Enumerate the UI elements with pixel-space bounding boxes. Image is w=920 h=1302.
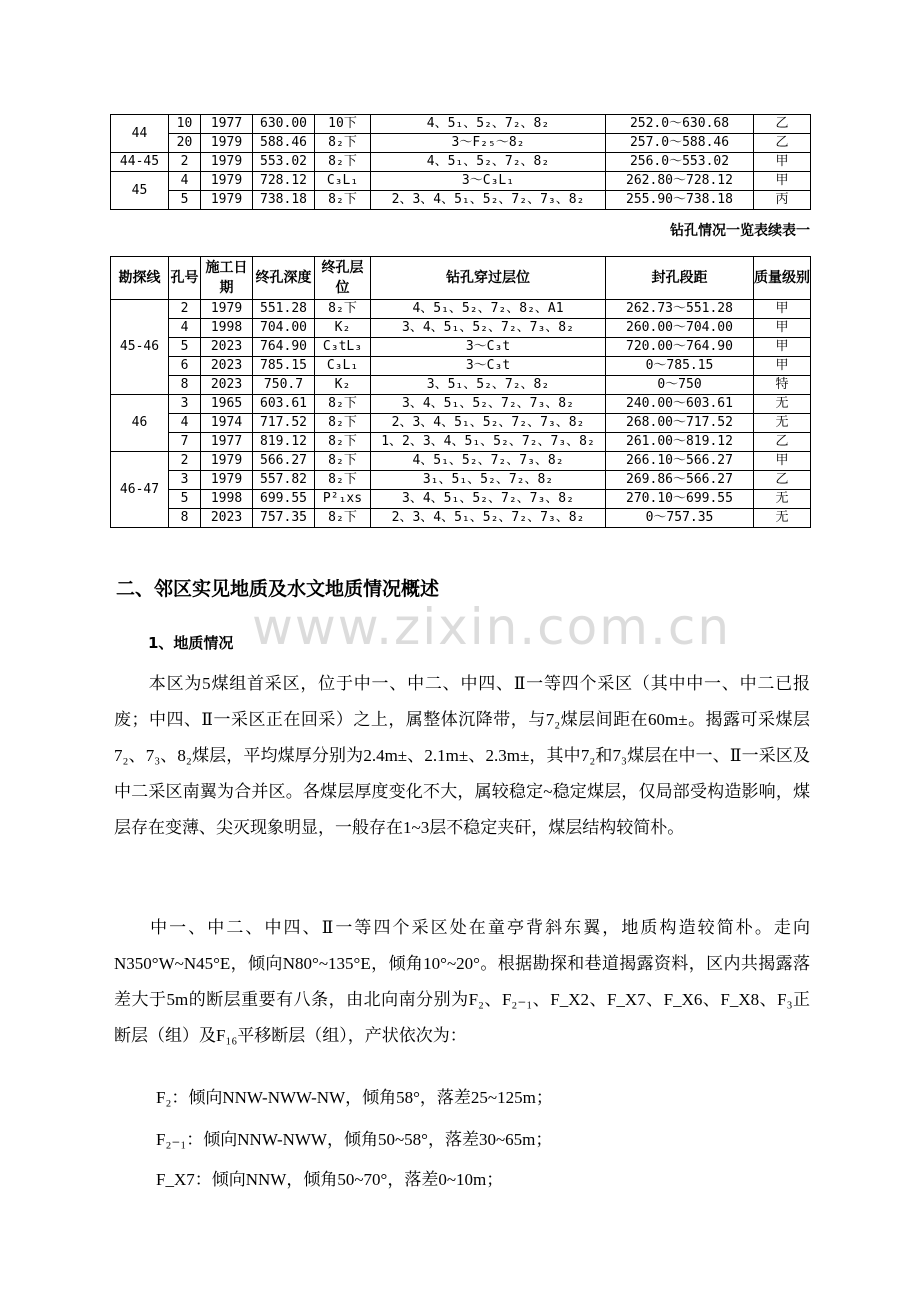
survey-line-cell: 44-45 — [111, 153, 169, 172]
layer-cell: P²₁xs — [315, 490, 371, 509]
drill-table-part1 — [110, 114, 811, 210]
header-seal: 封孔段距 — [606, 257, 754, 300]
date-cell: 2023 — [201, 376, 253, 395]
layer-cell: 8₂下 — [315, 509, 371, 528]
depth-cell: 551.28 — [253, 300, 315, 319]
paragraph-text: 中一、中二、中四、Ⅱ一等四个采区处在童亭背斜东翼，地质构造较简朴。走向N350°W~N45°E，倾向N80°~135°E，倾角10°~20°。根据勘探和巷道揭露资料，区内共揭露落差大于5m的断层重要有八条，由北向南分别为F₂、F₂₋₁、F_X2、F_X7、F_X6、F_X8、F₃正断层（组）及F₁₆平移断层（组），产状依次为： — [114, 918, 810, 1045]
through-cell: 2、3、4、5₁、5₂、7₂、7₃、8₂ — [371, 509, 606, 528]
table-row — [111, 357, 811, 376]
hole-cell: 20 — [169, 134, 201, 153]
grade-cell: 甲 — [754, 357, 811, 376]
through-cell: 3、4、5₁、5₂、7₂、7₃、8₂ — [371, 490, 606, 509]
through-cell: 3、5₁、5₂、7₂、8₂ — [371, 376, 606, 395]
table-row — [111, 509, 811, 528]
table-row — [111, 191, 811, 210]
depth-cell: 699.55 — [253, 490, 315, 509]
hole-cell: 3 — [169, 471, 201, 490]
table-row — [111, 376, 811, 395]
date-cell: 2023 — [201, 338, 253, 357]
depth-cell: 738.18 — [253, 191, 315, 210]
seal-cell: 262.73～551.28 — [606, 300, 754, 319]
grade-cell: 甲 — [754, 172, 811, 191]
through-cell: 3～C₃L₁ — [371, 172, 606, 191]
hole-cell: 4 — [169, 414, 201, 433]
table-row — [111, 300, 811, 319]
table-row — [111, 319, 811, 338]
hole-cell: 2 — [169, 452, 201, 471]
date-cell: 1965 — [201, 395, 253, 414]
depth-cell: 717.52 — [253, 414, 315, 433]
table-row — [111, 395, 811, 414]
drill-table-part2 — [110, 256, 811, 528]
seal-cell: 261.00～819.12 — [606, 433, 754, 452]
seal-cell: 260.00～704.00 — [606, 319, 754, 338]
grade-cell: 甲 — [754, 153, 811, 172]
watermark: www.zixin.com.cn — [252, 598, 732, 656]
seal-cell: 255.90～738.18 — [606, 191, 754, 210]
depth-cell: 750.7 — [253, 376, 315, 395]
through-cell: 3～C₃t — [371, 338, 606, 357]
date-cell: 1979 — [201, 452, 253, 471]
layer-cell: 8₂下 — [315, 134, 371, 153]
paragraph-geology-2 — [114, 910, 810, 1054]
header-survey-line: 勘探线 — [111, 257, 169, 300]
date-cell: 1979 — [201, 300, 253, 319]
through-cell: 4、5₁、5₂、7₂、8₂ — [371, 115, 606, 134]
table-row — [111, 153, 811, 172]
hole-cell: 4 — [169, 319, 201, 338]
depth-cell: 588.46 — [253, 134, 315, 153]
date-cell: 1979 — [201, 134, 253, 153]
date-cell: 1998 — [201, 319, 253, 338]
layer-cell: 8₂下 — [315, 414, 371, 433]
layer-cell: K₂ — [315, 376, 371, 395]
table-row — [111, 471, 811, 490]
layer-cell: 8₂下 — [315, 433, 371, 452]
date-cell: 2023 — [201, 509, 253, 528]
fault-item: F_X7：倾向NNW，倾角50~70°，落差0~10m； — [156, 1170, 504, 1189]
depth-cell: 785.15 — [253, 357, 315, 376]
survey-line-cell: 46 — [111, 395, 169, 452]
through-cell: 2、3、4、5₁、5₂、7₂、7₃、8₂ — [371, 191, 606, 210]
table-caption: 钻孔情况一览表续表一 — [670, 223, 810, 239]
depth-cell: 553.02 — [253, 153, 315, 172]
seal-cell: 270.10～699.55 — [606, 490, 754, 509]
date-cell: 1998 — [201, 490, 253, 509]
section-heading: 二、邻区实见地质及水文地质情况概述 — [116, 578, 440, 600]
layer-cell: 8₂下 — [315, 300, 371, 319]
seal-cell: 256.0～553.02 — [606, 153, 754, 172]
hole-cell: 5 — [169, 191, 201, 210]
grade-cell: 甲 — [754, 338, 811, 357]
hole-cell: 3 — [169, 395, 201, 414]
grade-cell: 无 — [754, 395, 811, 414]
seal-cell: 720.00～764.90 — [606, 338, 754, 357]
survey-line-cell: 46-47 — [111, 452, 169, 528]
table-row — [111, 414, 811, 433]
grade-cell: 乙 — [754, 471, 811, 490]
date-cell: 1979 — [201, 191, 253, 210]
layer-cell: C₃tL₃ — [315, 338, 371, 357]
depth-cell: 757.35 — [253, 509, 315, 528]
seal-cell: 0～757.35 — [606, 509, 754, 528]
hole-cell: 8 — [169, 376, 201, 395]
depth-cell: 764.90 — [253, 338, 315, 357]
header-grade: 质量级别 — [754, 257, 811, 300]
depth-cell: 603.61 — [253, 395, 315, 414]
date-cell: 1979 — [201, 471, 253, 490]
grade-cell: 无 — [754, 414, 811, 433]
seal-cell: 257.0～588.46 — [606, 134, 754, 153]
grade-cell: 特 — [754, 376, 811, 395]
grade-cell: 甲 — [754, 452, 811, 471]
survey-line-cell: 45 — [111, 172, 169, 210]
table-row — [111, 338, 811, 357]
hole-cell: 10 — [169, 115, 201, 134]
table-row — [111, 134, 811, 153]
table-row — [111, 115, 811, 134]
paragraph-text: 本区为5煤组首采区，位于中一、中二、中四、Ⅱ一等四个采区（其中中一、中二已报废；中四、Ⅱ一采区正在回采）之上，属整体沉降带，与7₂煤层间距在60m±。揭露可采煤层7₂、7₃、8₂煤层，平均煤厚分别为2.4m±、2.1m±、2.3m±，其中7₂和7₃煤层在中一、Ⅱ一采区及中二采区南翼为合并区。各煤层厚度变化不大，属较稳定~稳定煤层，仅局部受构造影响，煤层存在变薄、尖灭现象明显，一般存在1~3层不稳定夹矸，煤层结构较简朴。 — [114, 674, 810, 837]
depth-cell: 557.82 — [253, 471, 315, 490]
layer-cell: 10下 — [315, 115, 371, 134]
through-cell: 4、5₁、5₂、7₂、8₂、A1 — [371, 300, 606, 319]
hole-cell: 4 — [169, 172, 201, 191]
fault-item: F₂：倾向NNW-NWW-NW，倾角58°，落差25~125m； — [156, 1088, 553, 1107]
grade-cell: 甲 — [754, 319, 811, 338]
depth-cell: 566.27 — [253, 452, 315, 471]
seal-cell: 0～750 — [606, 376, 754, 395]
header-date: 施工日期 — [201, 257, 253, 300]
table-row — [111, 172, 811, 191]
date-cell: 1977 — [201, 433, 253, 452]
through-cell: 3、4、5₁、5₂、7₂、7₃、8₂ — [371, 319, 606, 338]
date-cell: 1979 — [201, 153, 253, 172]
seal-cell: 266.10～566.27 — [606, 452, 754, 471]
through-cell: 3～F₂₅～8₂ — [371, 134, 606, 153]
hole-cell: 2 — [169, 300, 201, 319]
layer-cell: 8₂下 — [315, 452, 371, 471]
header-depth: 终孔深度 — [253, 257, 315, 300]
depth-cell: 630.00 — [253, 115, 315, 134]
layer-cell: C₃L₁ — [315, 357, 371, 376]
through-cell: 2、3、4、5₁、5₂、7₂、7₃、8₂ — [371, 414, 606, 433]
grade-cell: 甲 — [754, 300, 811, 319]
seal-cell: 0～785.15 — [606, 357, 754, 376]
grade-cell: 乙 — [754, 134, 811, 153]
table-row — [111, 490, 811, 509]
date-cell: 2023 — [201, 357, 253, 376]
hole-cell: 8 — [169, 509, 201, 528]
survey-line-cell: 45-46 — [111, 300, 169, 395]
layer-cell: K₂ — [315, 319, 371, 338]
through-cell: 3～C₃t — [371, 357, 606, 376]
table-row — [111, 452, 811, 471]
grade-cell: 乙 — [754, 433, 811, 452]
seal-cell: 262.80～728.12 — [606, 172, 754, 191]
layer-cell: 8₂下 — [315, 395, 371, 414]
layer-cell: 8₂下 — [315, 153, 371, 172]
hole-cell: 7 — [169, 433, 201, 452]
through-cell: 1、2、3、4、5₁、5₂、7₂、7₃、8₂ — [371, 433, 606, 452]
grade-cell: 无 — [754, 509, 811, 528]
paragraph-geology-1 — [114, 666, 810, 846]
grade-cell: 乙 — [754, 115, 811, 134]
date-cell: 1974 — [201, 414, 253, 433]
table-row — [111, 433, 811, 452]
header-through: 钻孔穿过层位 — [371, 257, 606, 300]
depth-cell: 728.12 — [253, 172, 315, 191]
table-header-row — [111, 257, 811, 300]
grade-cell: 丙 — [754, 191, 811, 210]
hole-cell: 5 — [169, 338, 201, 357]
layer-cell: C₃L₁ — [315, 172, 371, 191]
hole-cell: 6 — [169, 357, 201, 376]
seal-cell: 240.00～603.61 — [606, 395, 754, 414]
hole-cell: 2 — [169, 153, 201, 172]
through-cell: 3、4、5₁、5₂、7₂、7₃、8₂ — [371, 395, 606, 414]
depth-cell: 704.00 — [253, 319, 315, 338]
date-cell: 1979 — [201, 172, 253, 191]
seal-cell: 252.0～630.68 — [606, 115, 754, 134]
fault-item: F₂₋₁：倾向NNW-NWW，倾角50~58°，落差30~65m； — [156, 1130, 553, 1149]
depth-cell: 819.12 — [253, 433, 315, 452]
date-cell: 1977 — [201, 115, 253, 134]
header-layer: 终孔层位 — [315, 257, 371, 300]
layer-cell: 8₂下 — [315, 191, 371, 210]
hole-cell: 5 — [169, 490, 201, 509]
header-hole: 孔号 — [169, 257, 201, 300]
seal-cell: 268.00～717.52 — [606, 414, 754, 433]
subsection-heading: 1、地质情况 — [148, 634, 234, 652]
layer-cell: 8₂下 — [315, 471, 371, 490]
through-cell: 3₁、5₁、5₂、7₂、8₂ — [371, 471, 606, 490]
seal-cell: 269.86～566.27 — [606, 471, 754, 490]
through-cell: 4、5₁、5₂、7₂、7₃、8₂ — [371, 452, 606, 471]
grade-cell: 无 — [754, 490, 811, 509]
survey-line-cell: 44 — [111, 115, 169, 153]
through-cell: 4、5₁、5₂、7₂、8₂ — [371, 153, 606, 172]
